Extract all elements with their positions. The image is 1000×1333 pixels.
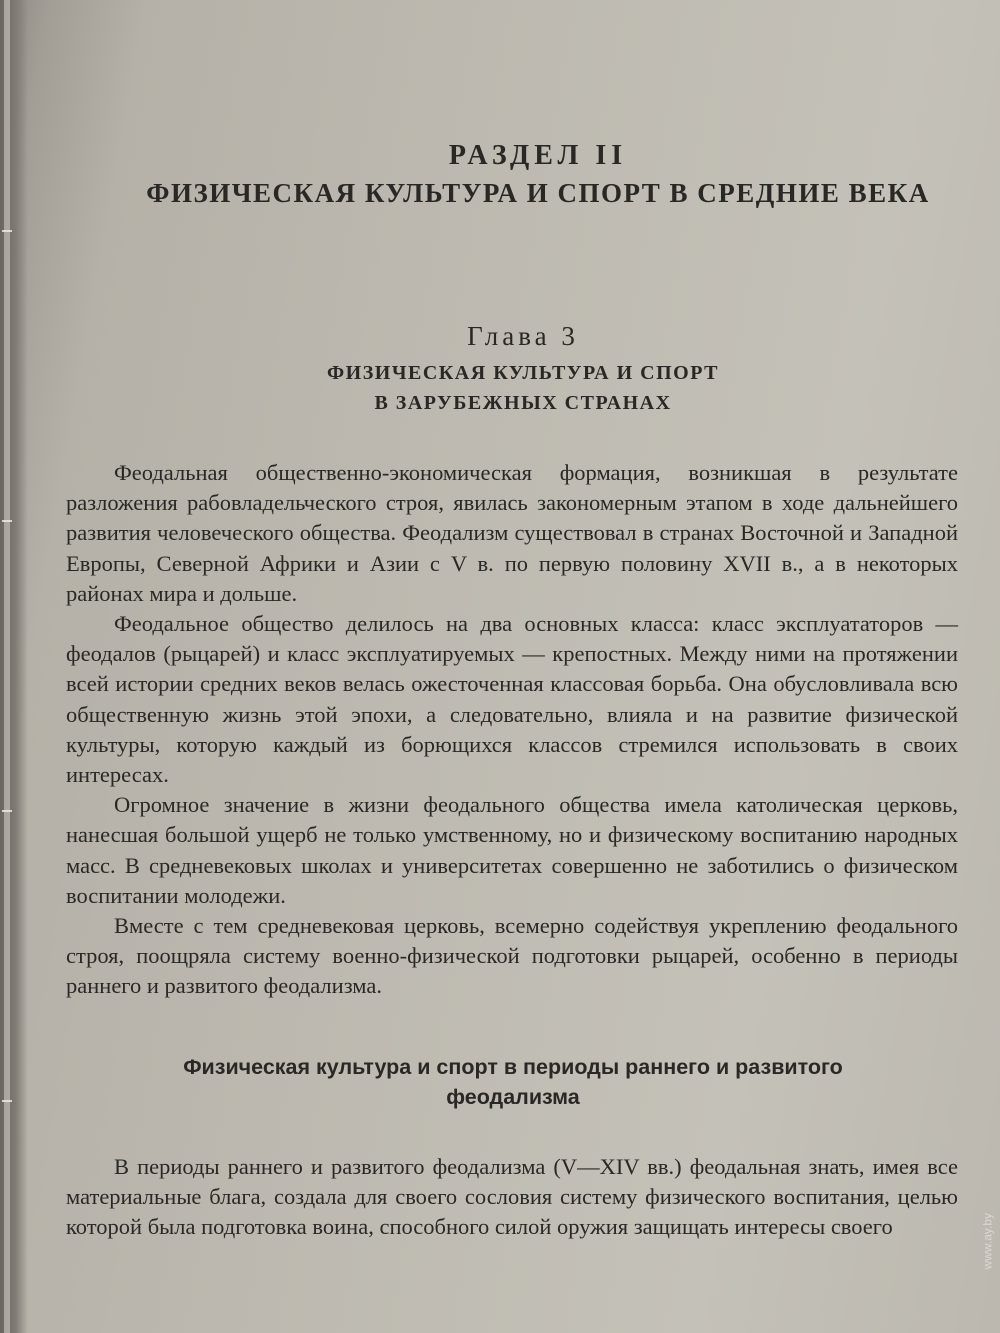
- chapter-label: Глава 3: [467, 321, 579, 351]
- chapter-title-line: ФИЗИЧЕСКАЯ КУЛЬТУРА И СПОРТ: [327, 362, 719, 384]
- subsection-body: [66, 1152, 958, 1243]
- page-content: [58, 120, 978, 1242]
- paragraph: В периоды раннего и развитого феодализма (V—XIV вв.) феодальная знать, имея все материальные блага, создала для своего сословия систему физического воспитания, целью которой была подготовка воина, способного силой оружия защищать интересы своего: [66, 1153, 958, 1240]
- section-title: ФИЗИЧЕСКАЯ КУЛЬТУРА И СПОРТ В СРЕДНИЕ ВЕКА: [146, 178, 930, 208]
- chapter-title-line: В ЗАРУБЕЖНЫХ СТРАНАХ: [374, 392, 672, 414]
- chapter-title: [58, 358, 978, 418]
- binding-stitch: [2, 810, 12, 812]
- paragraph: Огромное значение в жизни феодального общества имела католическая церковь, нанесшая большой ущерб не только умственному, но и физическому воспитанию народных масс. В средневековых школах и университетах совершенно не заботились о физическом воспитании молодежи.: [66, 792, 958, 908]
- watermark: www.ay.by: [980, 1213, 994, 1270]
- subsection-heading-line: феодализма: [446, 1084, 580, 1109]
- paragraph: Вместе с тем средневековая церковь, всемерно содействуя укреплению феодального строя, поощряла систему военно-физической подготовки рыцарей, особенно в периоды раннего и развитого феодализма.: [66, 913, 958, 999]
- paragraph: Феодальная общественно-экономическая формация, возникшая в результате разложения рабовладельческого строя, явилась закономерным этапом в ходе дальнейшего развития человеческого общества. Феодализм существовал в странах Восточной и Западной Европы, Северной Африки и Азии с V в. по первую половину XVII в., а в некоторых районах мира и дольше.: [66, 460, 958, 606]
- binding-stitch: [2, 1100, 12, 1102]
- subsection-heading-line: Физическая культура и спорт в периоды раннего и развитого: [183, 1054, 843, 1079]
- section-label: РАЗДЕЛ II: [448, 140, 628, 171]
- binding-stitch: [2, 230, 12, 232]
- binding-stitch: [2, 520, 12, 522]
- paragraph: Феодальное общество делилось на два основных класса: класс эксплуататоров — феодалов (рыцарей) и класс эксплуатируемых — крепостных. Между ними на протяжении всей истории средних веков велась ожесточенная классовая борьба. Она обусловливала всю общественную жизнь этой эпохи, а следовательно, влияла и на развитие физической культуры, которую каждый из борющихся классов стремился использовать в своих интересах.: [66, 611, 958, 788]
- binding-edge: [4, 0, 10, 1333]
- subsection-heading: [78, 1052, 948, 1112]
- chapter-body: [66, 458, 958, 1002]
